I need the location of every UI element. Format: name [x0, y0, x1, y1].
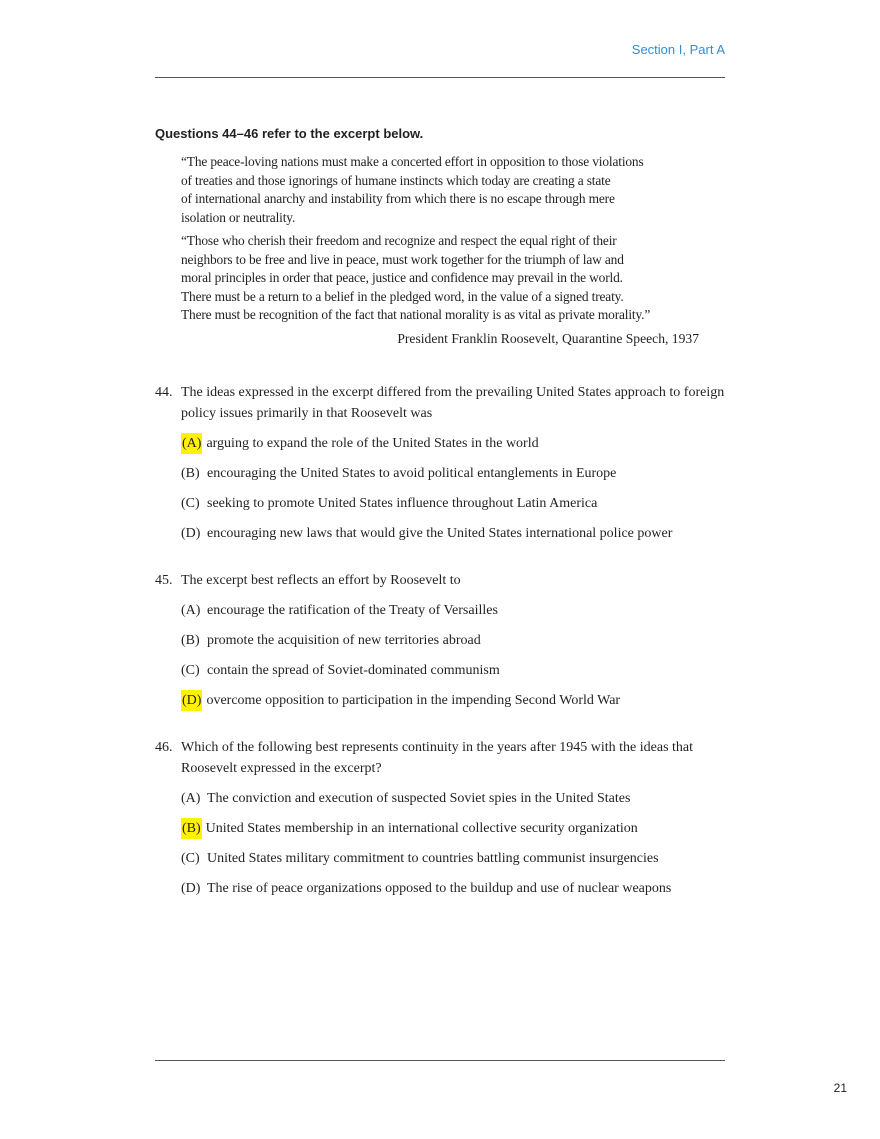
excerpt	[181, 153, 721, 330]
excerpt-paragraph-1: “The peace-loving nations must make a concerted effort in opposition to those violations of treaties and those ignorings of humane instincts which today are creating a state of international anarchy and instability from which there is no escape through mere isolation or neutrality.	[181, 154, 644, 225]
excerpt-attribution: President Franklin Roosevelt, Quarantine Speech, 1937	[397, 331, 699, 346]
option-letter: (B)	[181, 633, 200, 648]
option-text: United States membership in an international collective security organization	[205, 821, 638, 836]
question-number: 44.	[155, 385, 173, 400]
option-letter: (B)	[181, 466, 200, 481]
option-text: contain the spread of Soviet-dominated communism	[207, 663, 500, 678]
excerpt-paragraph-2: “Those who cherish their freedom and recognize and respect the equal right of their neighbors to be free and live in peace, must work together for the triumph of law and moral principles in order that peace, justice and confidence may prevail in the world. There must be a return to a belief in the pledged word, in the value of a signed treaty. There must be recognition of the fact that national morality is as vital as private morality.”	[181, 233, 651, 322]
option-text: seeking to promote United States influence throughout Latin America	[207, 496, 598, 511]
option-letter: (A)	[181, 603, 201, 618]
question-text: The excerpt best reflects an effort by Roosevelt to	[181, 573, 461, 588]
question-stem	[155, 737, 730, 779]
footer-rule	[155, 1060, 725, 1061]
option-letter: (C)	[181, 663, 200, 678]
option-text: overcome opposition to participation in the impending Second World War	[206, 693, 621, 708]
option-text: encouraging new laws that would give the United States international police power	[207, 526, 673, 541]
answer-option-a[interactable]	[181, 433, 730, 454]
option-letter: (B)	[181, 818, 202, 839]
option-text: arguing to expand the role of the United States in the world	[206, 436, 539, 451]
option-letter: (D)	[181, 690, 202, 711]
section-label: Section I, Part A	[631, 42, 725, 57]
answer-option-b[interactable]	[181, 630, 730, 651]
answer-option-d[interactable]	[181, 878, 730, 899]
answer-option-b[interactable]	[181, 463, 730, 484]
option-text: encouraging the United States to avoid political entanglements in Europe	[207, 466, 617, 481]
option-letter: (D)	[181, 526, 201, 541]
option-letter: (A)	[181, 791, 201, 806]
page-number: 21	[833, 1081, 847, 1095]
answer-options	[155, 600, 730, 711]
answer-option-c[interactable]	[181, 660, 730, 681]
option-text: United States military commitment to countries battling communist insurgencies	[207, 851, 659, 866]
option-letter: (D)	[181, 881, 201, 896]
question-number: 46.	[155, 740, 173, 755]
option-letter: (A)	[181, 433, 202, 454]
answer-option-d[interactable]	[181, 690, 730, 711]
question-stem	[155, 382, 730, 424]
question-44	[155, 382, 730, 544]
question-46	[155, 737, 730, 899]
answer-options	[155, 788, 730, 899]
answer-option-c[interactable]	[181, 848, 730, 869]
answer-option-a[interactable]	[181, 600, 730, 621]
question-text: Which of the following best represents continuity in the years after 1945 with the ideas that Roosevelt expressed in the excerpt?	[181, 740, 694, 776]
questions-intro: Questions 44–46 refer to the excerpt below.	[155, 126, 424, 141]
answer-option-d[interactable]	[181, 523, 730, 544]
question-number: 45.	[155, 573, 173, 588]
answer-option-b[interactable]	[181, 818, 730, 839]
option-letter: (C)	[181, 851, 200, 866]
question-stem	[155, 570, 730, 591]
question-45	[155, 570, 730, 711]
header-rule	[155, 77, 725, 78]
answer-option-a[interactable]	[181, 788, 730, 809]
answer-options	[155, 433, 730, 544]
question-text: The ideas expressed in the excerpt differed from the prevailing United States approach to foreign policy issues primarily in that Roosevelt was	[181, 385, 725, 421]
option-text: The rise of peace organizations opposed to the buildup and use of nuclear weapons	[207, 881, 672, 896]
answer-option-c[interactable]	[181, 493, 730, 514]
option-text: promote the acquisition of new territories abroad	[207, 633, 481, 648]
option-letter: (C)	[181, 496, 200, 511]
option-text: The conviction and execution of suspected Soviet spies in the United States	[207, 791, 631, 806]
option-text: encourage the ratification of the Treaty of Versailles	[207, 603, 498, 618]
